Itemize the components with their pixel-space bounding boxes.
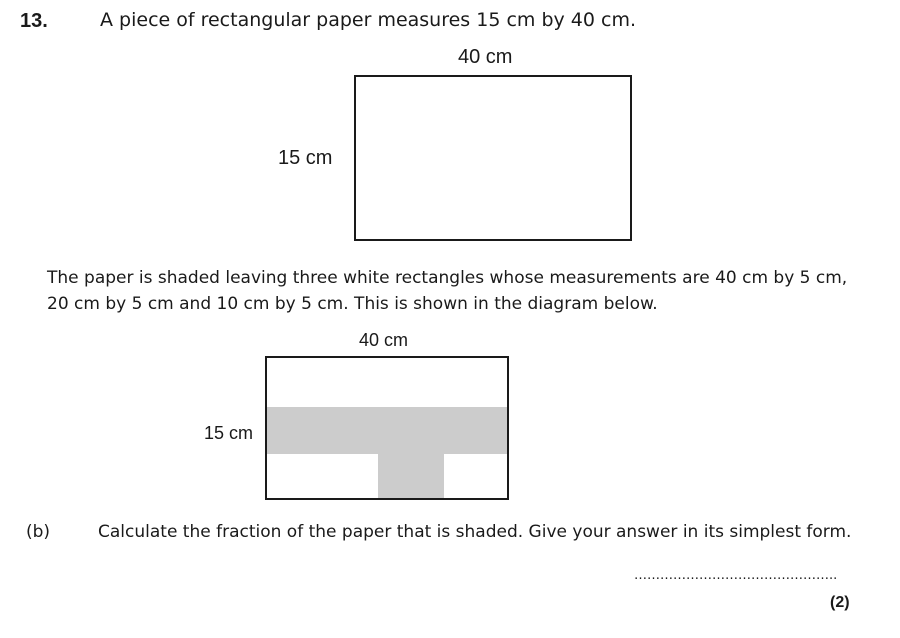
diagram1-width-label: 40 cm xyxy=(458,46,513,68)
diagram2-height-label: 15 cm xyxy=(204,423,254,443)
part-b-question: Calculate the fraction of the paper that is shaded. Give your answer in its simplest form. xyxy=(98,522,852,542)
diagram1-height-label: 15 cm xyxy=(278,147,333,169)
diagram2 xyxy=(264,355,510,501)
paragraph-line-2: 20 cm by 5 cm and 10 cm by 5 cm. This is shown in the diagram below. xyxy=(47,294,658,314)
shaded-stem xyxy=(378,454,444,499)
diagram2-width-label: 40 cm xyxy=(359,330,409,350)
paragraph-line-1: The paper is shaded leaving three white rectangles whose measurements are 40 cm by 5 cm, xyxy=(47,268,848,288)
marks-label: (2) xyxy=(830,594,850,611)
answer-line[interactable]: ……………………………………….. xyxy=(634,568,838,583)
diagram1-rectangle xyxy=(354,75,632,241)
shaded-band xyxy=(267,407,507,454)
part-b-label: (b) xyxy=(26,522,51,542)
question-text: A piece of rectangular paper measures 15 cm by 40 cm. xyxy=(100,9,637,31)
question-number: 13. xyxy=(20,10,48,32)
